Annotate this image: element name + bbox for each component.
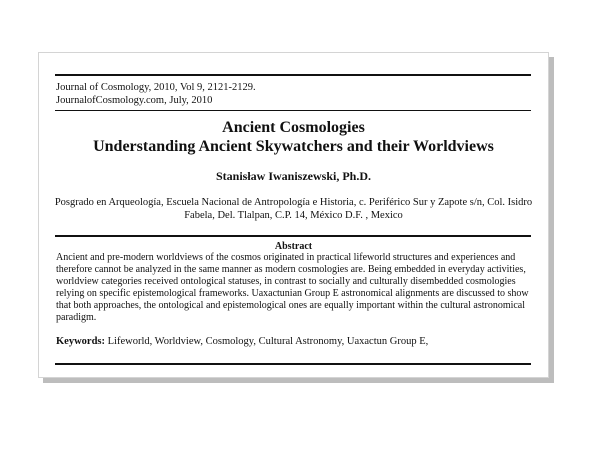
keywords-text: Lifeworld, Worldview, Cosmology, Cultural Astronomy, Uaxactun Group E, <box>105 336 429 347</box>
abstract-line-4: relying on specific epistemological frameworks. Uaxactunian Group E astronomical alignments are discussed to show <box>56 288 529 299</box>
affiliation-line-2: Fabela, Del. Tlalpan, C.P. 14, México D.F. , Mexico <box>184 210 403 221</box>
keywords-line <box>56 335 428 348</box>
top-rule <box>55 74 531 76</box>
abstract-line-2: therefore cannot be analyzed in the same manner as modern cosmologies are. Being embedded in everyday activities, <box>56 264 526 275</box>
abstract-line-6: paradigm. <box>56 312 97 323</box>
keywords-label: Keywords: <box>56 336 105 347</box>
paper-title-line-2: Understanding Ancient Skywatchers and their Worldviews <box>93 138 494 155</box>
journal-site-date: JournalofCosmology.com, July, 2010 <box>56 95 213 106</box>
abstract-line-5: that both approaches, the ontological and epistemological ones are equally important within the cultural astronomical <box>56 300 526 311</box>
abstract-line-1: Ancient and pre-modern worldviews of the cosmos originated in practical lifeworld structures and experiences and <box>56 252 516 263</box>
document-page <box>38 52 549 378</box>
header-rule <box>55 110 531 111</box>
abstract-line-3: worldview categories received ontological statuses, in contrast to socially and culturally disembedded cosmologies <box>56 276 516 287</box>
abstract-heading: Abstract <box>274 241 313 252</box>
paper-title-line-1: Ancient Cosmologies <box>222 119 365 136</box>
author-name: Stanisław Iwaniszewski, Ph.D. <box>215 169 372 183</box>
journal-citation: Journal of Cosmology, 2010, Vol 9, 2121-2129. <box>56 82 256 93</box>
abstract-top-rule <box>55 235 531 237</box>
affiliation-line-1: Posgrado en Arqueología, Escuela Nacional de Antropología e Historia, c. Periférico Sur y Zapote s/n, Col. Isidro <box>54 197 533 208</box>
bottom-rule <box>55 363 531 365</box>
